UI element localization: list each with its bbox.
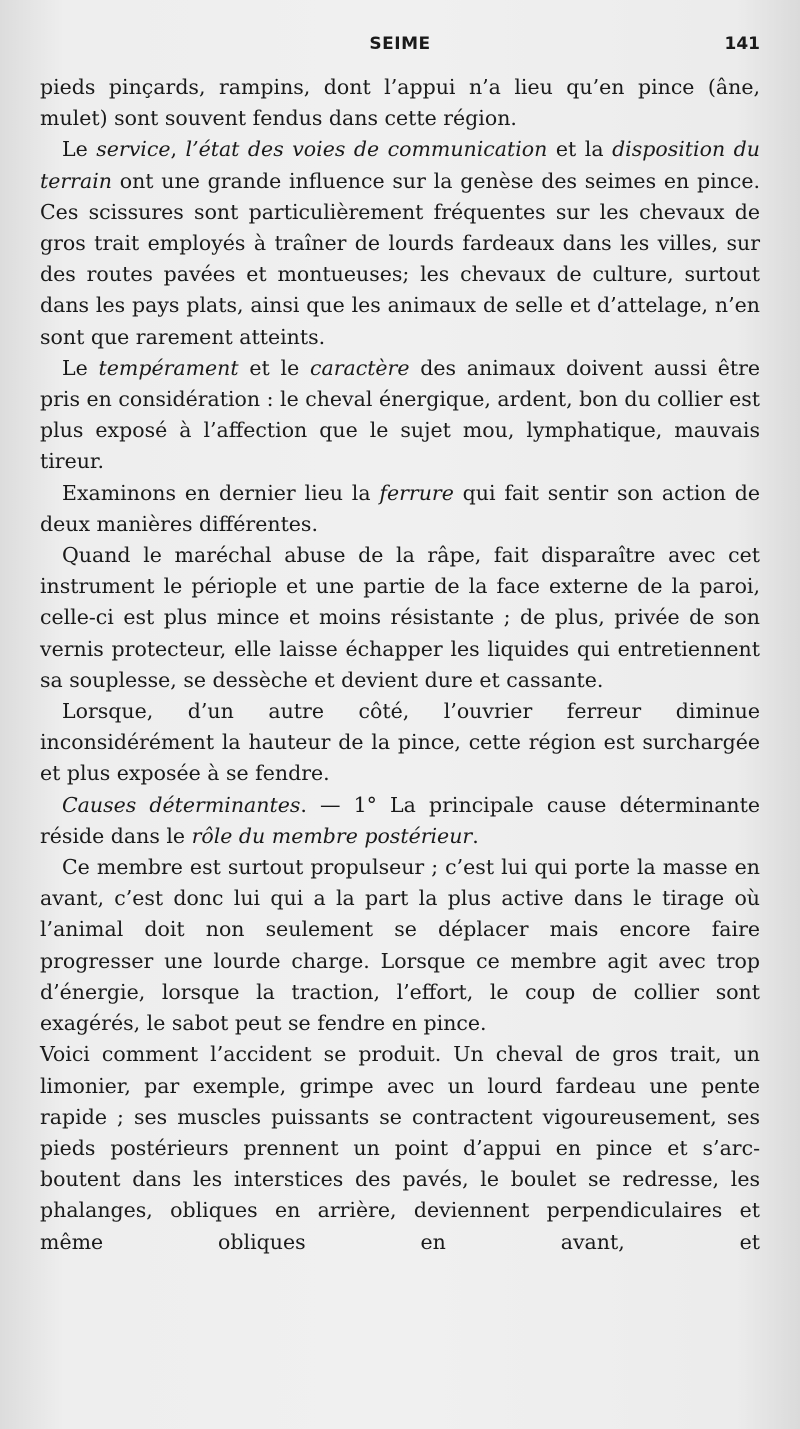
- paragraph-segment: Le: [62, 137, 97, 162]
- running-title: SEIME: [369, 34, 431, 54]
- paragraph-8: [40, 1039, 760, 1257]
- page-header: [40, 34, 760, 64]
- italic-term: disposition du terrain: [40, 137, 760, 193]
- italic-term: caractère: [309, 355, 410, 380]
- paragraph-segment: ,: [170, 137, 186, 162]
- paragraph-segment: et la: [547, 137, 613, 162]
- italic-term: l’état des voies de communication: [185, 137, 548, 162]
- paragraph-segment: Quand le maréchal abuse de la râpe, fait disparaître avec cet instrument le périople et une partie de la face externe de la paroi, celle-ci est plus mince et moins résistante ; de plus, privée de son vernis protecteur, elle laisse échapper les liquides qui entretiennent sa souplesse, se dessèche et devient dure et cassante.: [40, 543, 760, 692]
- paragraph-segment: et le: [238, 355, 310, 380]
- paragraph-1: [40, 134, 760, 352]
- paragraph-segment: .: [472, 823, 479, 848]
- paragraph-segment: Lorsque, d’un autre côté, l’ouvrier ferreur diminue inconsidérément la hauteur de la pince, cette région est surchargée et plus exposée à se fendre.: [40, 699, 760, 786]
- paragraph-0: [40, 72, 760, 134]
- paragraph-4: [40, 540, 760, 696]
- paragraph-segment: des animaux doivent aussi être pris en considération : le cheval énergique, ardent, bon du collier est plus exposé à l’affection que le sujet mou, lymphatique, mauvais tireur.: [40, 355, 761, 474]
- paragraph-segment: . — 1° La principale cause déterminante réside dans le: [40, 792, 760, 848]
- paragraph-segment: Le: [62, 355, 99, 380]
- paragraph-2: [40, 353, 760, 478]
- italic-term: ferrure: [379, 480, 454, 505]
- italic-term: tempérament: [98, 355, 239, 380]
- paragraph-segment: Examinons en dernier lieu la: [62, 480, 380, 505]
- italic-term: rôle du membre postérieur: [191, 823, 473, 848]
- page-number: 141: [724, 34, 760, 54]
- paragraph-segment: Ce membre est surtout propulseur ; c’est lui qui porte la masse en avant, c’est donc lui qui a la part la plus active dans le tirage où l’animal doit non seulement se déplacer mais encore faire progresser une lourde charge. Lorsque ce membre agit avec trop d’énergie, lorsque la traction, l’effort, le coup de collier sont exagérés, le sabot peut se fendre en pince.: [40, 855, 760, 1036]
- section-heading: Causes déterminantes: [62, 792, 301, 817]
- italic-term: service: [96, 137, 171, 162]
- paragraph-segment: qui fait sentir son action de deux manières différentes.: [40, 480, 760, 536]
- paragraph-segment: Voici comment l’accident se produit. Un cheval de gros trait, un limonier, par exemple, grimpe avec un lourd fardeau une pente rapide ; ses muscles puissants se contractent vigoureusement, ses pieds postérieurs prennent un point d’appui en pince et s’arc-boutent dans les interstices des pavés, le boulet se redresse, les phalanges, obliques en arrière, deviennent perpendiculaires et même obliques en avant, et: [40, 1042, 760, 1254]
- paragraph-segment: ont une grande influence sur la genèse des seimes en pince. Ces scissures sont particulièrement fréquentes sur les chevaux de gros trait employés à traîner de lourds fardeaux dans les villes, sur des routes pavées et montueuses; les chevaux de culture, surtout dans les pays plats, ainsi que les animaux de selle et d’attelage, n’en sont que rarement atteints.: [40, 168, 760, 349]
- paragraph-3: [40, 478, 760, 540]
- body-text: [40, 72, 760, 1258]
- paragraph-segment: pieds pinçards, rampins, dont l’appui n’a lieu qu’en pince (âne, mulet) sont souvent fendus dans cette région.: [40, 75, 760, 131]
- paragraph-7: [40, 852, 760, 1039]
- paragraph-6: [40, 790, 760, 852]
- paragraph-5: [40, 696, 760, 790]
